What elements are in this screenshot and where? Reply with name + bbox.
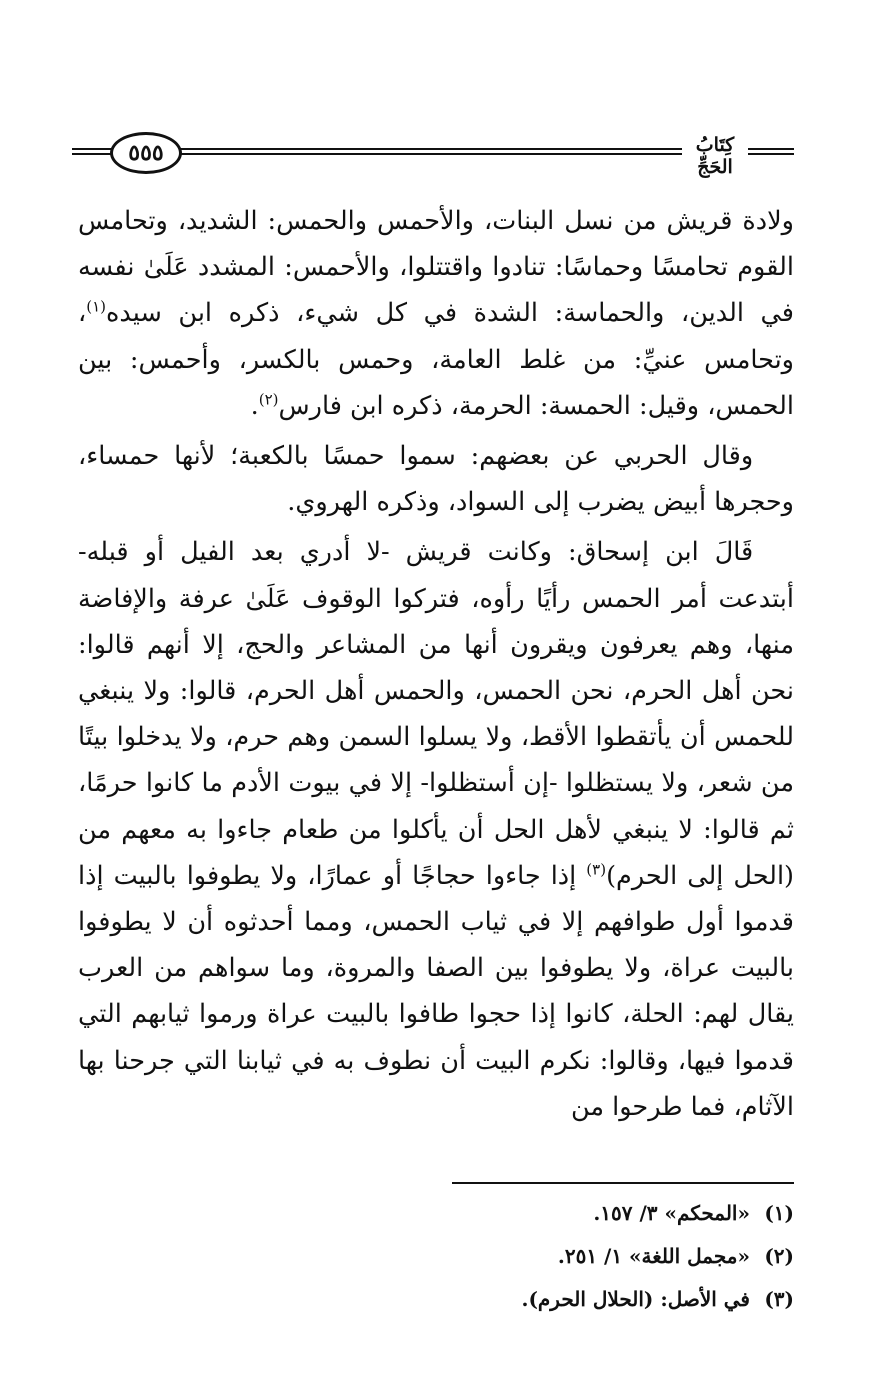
footnote-ref-1: (١): [86, 297, 107, 316]
header-rule-right: [748, 148, 794, 160]
paragraph-1: ولادة قريش من نسل البنات، والأحمس والحمس: الشديد، وتحامس القوم تحامسًا وحماسًا: تنادوا واقتتلوا، والأحمس: المشدد عَلَىٰ نفسه في الدين، والحماسة: الشدة في كل شيء، ذكره ابن سيده$^{(١)}$، وتحامس عنيِّ: من غلط العامة، وحمس بالكسر، وأحمس: بين الحمس، وقيل: الحمسة: الحرمة، ذكره ابن فارس$^{(٢)}$.: [78, 206, 794, 421]
page-header: [72, 128, 794, 180]
paragraph-2: وقال الحربي عن بعضهم: سموا حمسًا بالكعبة؛ لأنها حمساء، وحجرها أبيض يضرب إلى السواد، وذكره الهروي.: [78, 441, 794, 518]
footnote-3: (٣) في الأصل: (الحلال الحرم).: [521, 1287, 794, 1311]
footnote-ref-2: (٢): [258, 390, 279, 409]
footnote-2: (٢) «مجمل اللغة» ١/ ٢٥١.: [557, 1244, 794, 1268]
book-title: كِتَابُ الحَجِّ: [695, 134, 735, 178]
footnotes: [300, 1192, 794, 1321]
header-rule-middle: [180, 148, 682, 160]
footnote-separator: [452, 1182, 794, 1184]
footnote-1: (١) «المحكم» ٣/ ١٥٧.: [593, 1201, 794, 1225]
paragraph-3: قَالَ ابن إسحاق: وكانت قريش -لا أدري بعد الفيل أو قبله- أبتدعت أمر الحمس رأيًا رأوه، فتركوا الوقوف عَلَىٰ عرفة والإفاضة منها، وهم يعرفون ويقرون أنها من المشاعر والحج، إلا أنهم قالوا: نحن أهل الحرم، نحن الحمس، والحمس أهل الحرم، قالوا: ولا ينبغي للحمس أن يأتقطوا الأقط، ولا يسلوا السمن وهم حرم، ولا يدخلوا بيتًا من شعر، ولا يستظلوا -إن أستظلوا- إلا في بيوت الأدم ما كانوا حرمًا، ثم قالوا: لا ينبغي لأهل الحل أن يأكلوا من طعام جاءوا به معهم من (الحل إلى الحرم)$^{(٣)}$ إذا جاءوا حجاجًا أو عمارًا، ولا يطوفوا بالبيت إذا قدموا أول طوافهم إلا في ثياب الحمس، ومما أحدثوه أن لا يطوفوا بالبيت عراة، ولا يطوفوا بين الصفا والمروة، وما سواهم من العرب يقال لهم: الحلة، كانوا إذا حجوا طافوا بالبيت عراة ورموا ثيابهم التي قدموا فيها، وقالوا: نكرم البيت أن نطوف به في ثيابنا التي جرحنا بها الآثام، فما طرحوا من: [78, 537, 794, 1122]
page-number: ٥٥٥: [110, 132, 182, 174]
header-rule-left: [72, 148, 112, 160]
footnote-ref-3: (٣): [586, 860, 607, 879]
main-text: [78, 198, 794, 1134]
